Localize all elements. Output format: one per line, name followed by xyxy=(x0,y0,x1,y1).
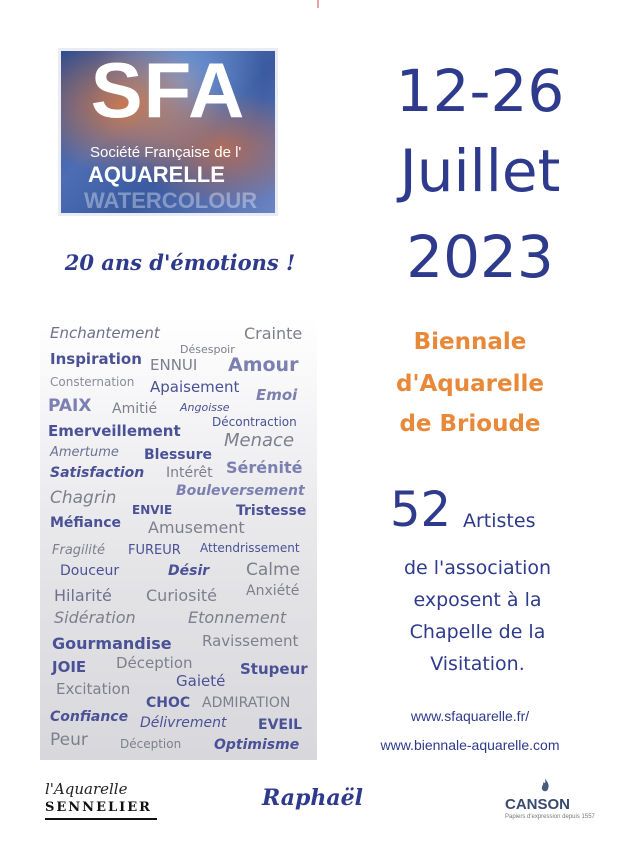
emotion-word: Désir xyxy=(168,563,210,579)
date-month: Juillet xyxy=(399,137,561,205)
emotion-word: Déception xyxy=(120,737,182,751)
top-mark xyxy=(317,0,319,8)
emotion-word: PAIX xyxy=(48,396,92,416)
canson-subtitle: Papiers d'expression depuis 1557 xyxy=(505,814,595,820)
emotion-word: Amertume xyxy=(50,445,119,460)
artist-label: Artistes xyxy=(463,510,536,532)
emotion-word: Angoisse xyxy=(180,401,230,414)
artist-desc-2: exposent à la xyxy=(413,589,542,611)
emotion-word: Douceur xyxy=(60,563,120,579)
sennelier-script: l'Aquarelle xyxy=(45,780,128,798)
emotion-word: CHOC xyxy=(146,695,191,711)
emotion-word: Menace xyxy=(224,430,295,451)
sennelier-underline xyxy=(45,818,157,820)
emotion-word: Inspiration xyxy=(50,350,142,368)
emotion-word: Calme xyxy=(246,560,301,580)
emotion-word: Bouleversement xyxy=(176,483,305,499)
emotion-word: Satisfaction xyxy=(50,465,145,481)
logo-subtitle: Société Française de l' xyxy=(90,144,242,161)
emotion-word: Désespoir xyxy=(180,343,235,356)
emotion-word: Stupeur xyxy=(240,660,308,678)
sennelier-logo xyxy=(45,780,163,825)
emotion-word: Etonnement xyxy=(188,608,287,627)
event-line-3: de Brioude xyxy=(399,411,541,437)
sennelier-name: SENNELIER xyxy=(45,800,152,815)
emotion-word: Méfiance xyxy=(50,515,122,531)
date-year: 2023 xyxy=(406,223,554,291)
emotion-word: Peur xyxy=(50,730,88,750)
tagline: 20 ans d'émotions ! xyxy=(64,250,296,275)
emotion-word: Fragilité xyxy=(52,543,105,558)
emotions-word-cloud xyxy=(40,318,317,760)
sfa-logo xyxy=(58,48,278,216)
event-line-2: d'Aquarelle xyxy=(396,371,544,397)
sfa-website-link[interactable]: www.sfaquarelle.fr/ xyxy=(410,708,530,724)
emotion-word: Consternation xyxy=(50,375,135,389)
emotion-word: Emerveillement xyxy=(48,422,181,440)
emotion-word: Décontraction xyxy=(212,415,297,429)
emotion-word: Anxiété xyxy=(246,583,300,599)
emotion-word: Emoi xyxy=(256,386,298,404)
artist-desc-4: Visitation. xyxy=(430,653,525,675)
emotion-word: Gaieté xyxy=(176,672,226,690)
emotion-word: Amusement xyxy=(148,518,245,537)
canson-flame-icon xyxy=(538,778,552,794)
emotion-word: Ravissement xyxy=(202,632,299,650)
emotion-word: Apaisement xyxy=(150,378,240,396)
emotion-word: Excitation xyxy=(56,680,131,698)
emotion-word: FUREUR xyxy=(128,543,181,558)
date-range: 12-26 xyxy=(395,57,565,125)
emotion-word: Intérêt xyxy=(166,465,213,481)
emotion-word: Optimisme xyxy=(214,737,300,753)
artist-desc-3: Chapelle de la xyxy=(409,621,546,643)
emotion-word: Gourmandise xyxy=(52,634,172,653)
event-line-1: Biennale xyxy=(413,329,527,355)
emotion-word: Sidération xyxy=(54,608,136,627)
logo-aquarelle: AQUARELLE xyxy=(88,162,225,187)
emotion-word: Chagrin xyxy=(50,488,117,508)
emotion-word: Crainte xyxy=(244,324,303,343)
emotion-word: Confiance xyxy=(50,709,129,725)
canson-logo xyxy=(505,778,595,826)
artist-desc-1: de l'association xyxy=(403,557,552,579)
emotion-word: Amitié xyxy=(112,401,158,417)
emotion-word: ENNUI xyxy=(150,356,198,374)
emotion-word: Amour xyxy=(228,354,299,376)
emotion-word: Blessure xyxy=(144,447,212,463)
emotion-word: Hilarité xyxy=(54,586,112,605)
emotion-word: ENVIE xyxy=(132,503,173,517)
raphael-logo: Raphaël xyxy=(262,785,364,811)
emotion-word: Attendrissement xyxy=(200,541,300,555)
emotion-word: Tristesse xyxy=(236,503,307,519)
emotion-word: ADMIRATION xyxy=(202,695,291,711)
emotion-word: Sérénité xyxy=(226,458,303,477)
emotion-word: JOIE xyxy=(52,658,87,676)
logo-watercolour: WATERCOLOUR xyxy=(84,188,258,213)
canson-name: CANSON xyxy=(505,796,571,813)
emotion-word: Curiosité xyxy=(146,586,218,605)
logo-sfa-text: SFA xyxy=(90,48,246,134)
artist-count: 52 xyxy=(390,482,452,538)
emotion-word: Déception xyxy=(116,654,193,672)
emotion-word: Enchantement xyxy=(50,324,160,342)
biennale-website-link[interactable]: www.biennale-aquarelle.com xyxy=(380,737,560,753)
emotion-word: EVEIL xyxy=(258,717,303,733)
emotion-word: Délivrement xyxy=(140,715,227,731)
